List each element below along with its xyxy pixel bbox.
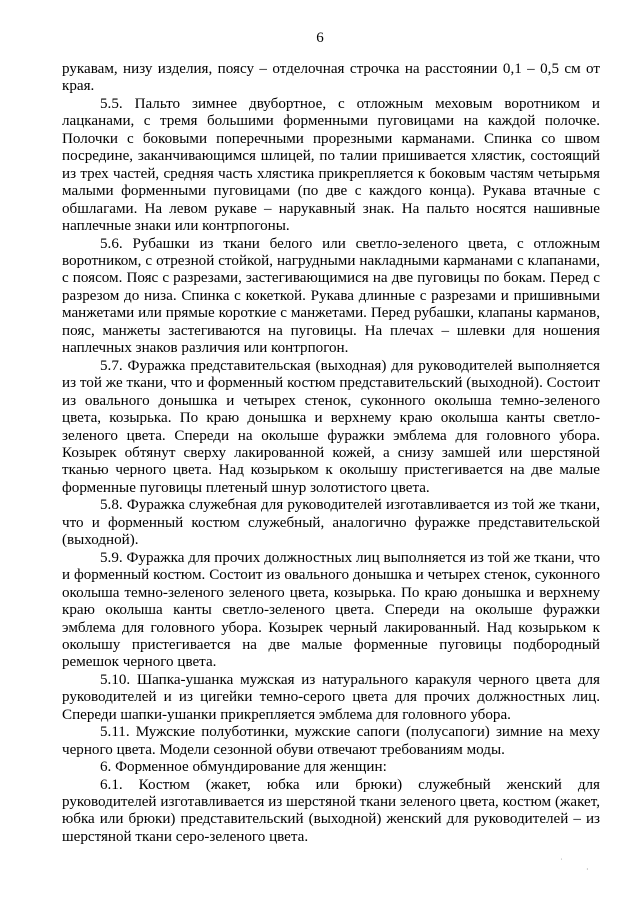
paragraph-5-8-service-cap: 5.8. Фуражка служебная для руководителей изготавливается из той же ткани, что и форменный костюм служебный, аналогично фуражке представительской (выходной). xyxy=(62,497,600,549)
paragraph-5-11-footwear: 5.11. Мужские полуботинки, мужские сапоги (полусапоги) зимние на меху черного цвета. Модели сезонной обуви отвечают требованиям моды. xyxy=(62,724,600,758)
scan-speck: ˙ xyxy=(560,857,563,866)
scan-speck: · xyxy=(586,865,589,874)
paragraph-5-6-shirts: 5.6. Рубашки из ткани белого или светло-зеленого цвета, с отложным воротником, с отрезной стойкой, нагрудными накладными карманами с клапанами, с поясом. Пояс с разрезами, застегивающимися на две пуговицы по бокам. Перед с разрезом до низа. Спинка с кокеткой. Рукава длинные с разрезами и пришивными манжетами или прямые короткие с манжетами. Перед рубашки, клапаны карманов, пояс, манжеты застегиваются на пуговицы. На плечах – шлевки для ношения наплечных знаков различия или контрпогон. xyxy=(62,235,600,357)
paragraph-5-9-cap-other-officials: 5.9. Фуражка для прочих должностных лиц выполняется из той же ткани, что и форменный костюм. Состоит из овального донышка и четырех стенок, суконного околыша темно-зеленого зеленого цвета, козырька. По краю донышка и верхнему краю околыша канты светло-зеленого цвета. Спереди на околыше фуражки эмблема для головного убора. Козырек черный лакированный. Над козырьком к околышу пристегивается на две малые форменные пуговицы подбородный ремешок черного цвета. xyxy=(62,549,600,671)
paragraph-5-10-fur-hat: 5.10. Шапка-ушанка мужская из натурального каракуля черного цвета для руководителей и из цигейки темно-серого цвета для прочих должностных лиц. Спереди шапки-ушанки прикрепляется эмблема для головного убора. xyxy=(62,671,600,723)
document-body xyxy=(62,61,600,846)
paragraph-6-1-womens-suit: 6.1. Костюм (жакет, юбка или брюки) служебный женский для руководителей изготавливается из шерстяной ткани зеленого цвета, костюм (жакет, юбка или брюки) представительский (выходной) женский для руководителей – из шерстяной ткани серо-зеленого цвета. xyxy=(62,776,600,845)
paragraph-sleeve-stitching: рукавам, низу изделия, поясу – отделочная строчка на расстоянии 0,1 – 0,5 см от края. xyxy=(62,61,600,95)
page-number: 6 xyxy=(316,30,324,46)
paragraph-5-5-winter-coat: 5.5. Пальто зимнее двубортное, с отложным меховым воротником и лацканами, с тремя большими форменными пуговицами на каждой полочке. Полочки с боковыми поперечными прорезными карманами. Спинка со швом посредине, заканчивающимся шлицей, по талии пришивается хлястик, состоящий из трех частей, средняя часть хлястика прикрепляется к боковым частям четырьмя малыми форменными пуговицами (по две с каждого конца). Рукава втачные с обшлагами. На левом рукаве – нарукавный знак. На пальто носятся нашивные наплечные знаки или контрпогоны. xyxy=(62,95,600,235)
paragraph-5-7-dress-cap: 5.7. Фуражка представительская (выходная) для руководителей выполняется из той же ткани, что и форменный костюм представительский (выходной). Состоит из овального донышка и четырех стенок, суконного околыша темно-зеленого цвета, козырька. По краю донышка и верхнему краю околыша канты светло-зеленого цвета. Спереди на околыше фуражки эмблема для головного убора. Козырек обтянут сверху лакированной кожей, а снизу замшей или шерстяной тканью черного цвета. Над козырьком к околышу пристегивается на две малые форменные пуговицы плетеный шнур золотистого цвета. xyxy=(62,357,600,496)
paragraph-6-women-uniform: 6. Форменное обмундирование для женщин: xyxy=(100,759,387,776)
